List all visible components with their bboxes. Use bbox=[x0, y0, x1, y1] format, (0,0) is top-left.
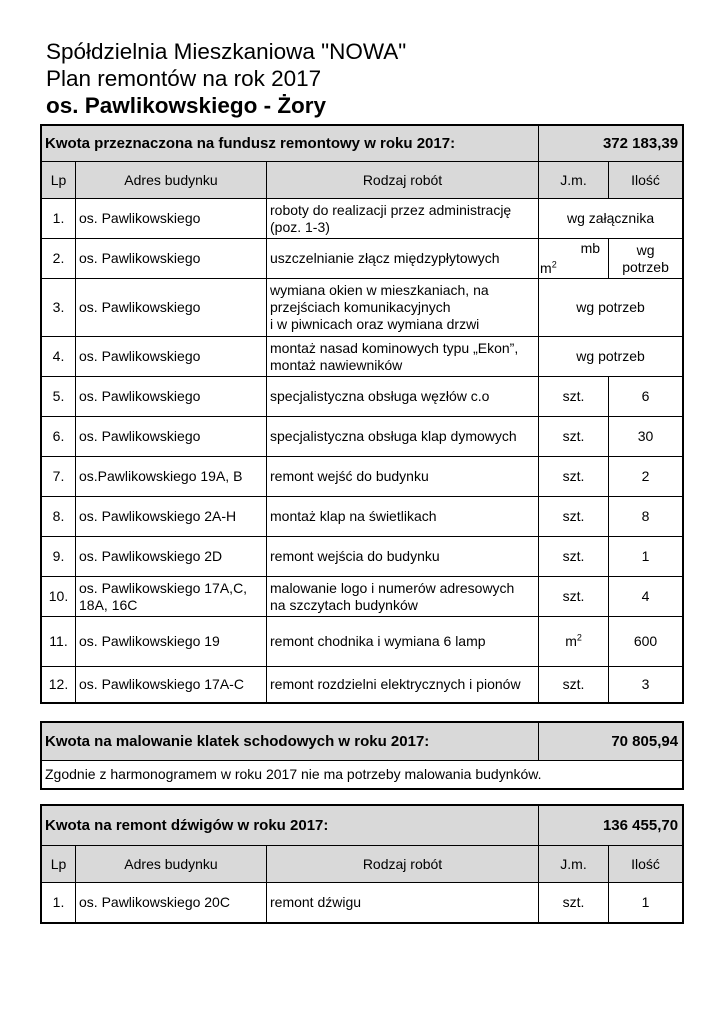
col-address: Adres budynku bbox=[76, 846, 267, 883]
table-row bbox=[42, 417, 683, 457]
row-lp: 2. bbox=[42, 239, 76, 279]
work-line: roboty do realizacji przez administrację bbox=[270, 201, 512, 218]
row-work bbox=[267, 577, 539, 617]
elevators-amount: 136 455,70 bbox=[539, 806, 683, 846]
row-qty: 8 bbox=[609, 497, 683, 537]
unit-top: mb bbox=[580, 240, 601, 256]
row-unit: szt. bbox=[539, 883, 609, 923]
qty-line: potrzeb bbox=[622, 258, 669, 275]
table-row bbox=[42, 577, 683, 617]
col-lp: Lp bbox=[42, 162, 76, 199]
row-unit: szt. bbox=[539, 497, 609, 537]
row-qty: 3 bbox=[609, 667, 683, 703]
work-line: przejściach komunikacyjnych bbox=[270, 299, 451, 315]
col-unit: J.m. bbox=[539, 846, 609, 883]
row-work: remont chodnika i wymiana 6 lamp bbox=[267, 617, 539, 667]
row-unit: szt. bbox=[539, 537, 609, 577]
row-address: os. Pawlikowskiego 19 bbox=[76, 617, 267, 667]
row-work: remont rozdzielni elektrycznych i pionów bbox=[267, 667, 539, 703]
qty-line: wg bbox=[636, 241, 655, 258]
elevators-amount-row bbox=[42, 806, 683, 846]
row-qty: 1 bbox=[609, 883, 683, 923]
fund-column-headers bbox=[42, 162, 683, 199]
row-address: os. Pawlikowskiego bbox=[76, 279, 267, 337]
col-qty: Ilość bbox=[609, 846, 683, 883]
row-address: os. Pawlikowskiego 20C bbox=[76, 883, 267, 923]
cooperative-name: Spółdzielnia Mieszkaniowa "NOWA" bbox=[46, 39, 407, 64]
row-qty: 600 bbox=[609, 617, 683, 667]
unit-exp: 2 bbox=[576, 632, 582, 643]
row-unit: szt. bbox=[539, 457, 609, 497]
work-line: na szczytach budynków bbox=[270, 596, 418, 613]
elevators-column-headers bbox=[42, 846, 683, 883]
document-title bbox=[46, 38, 406, 119]
work-line: malowanie logo i numerów adresowych bbox=[270, 579, 515, 596]
row-work: specjalistyczna obsługa klap dymowych bbox=[267, 417, 539, 457]
work-line: i w piwnicach oraz wymiana drzwi bbox=[270, 316, 480, 332]
work-line: (poz. 1-3) bbox=[270, 218, 330, 235]
row-merged-value: wg potrzeb bbox=[539, 337, 683, 377]
row-qty: 4 bbox=[609, 577, 683, 617]
table-row bbox=[42, 239, 683, 279]
table-row bbox=[42, 497, 683, 537]
row-unit bbox=[539, 617, 609, 667]
row-merged-value: wg załącznika bbox=[539, 199, 683, 239]
row-lp: 1. bbox=[42, 199, 76, 239]
row-work bbox=[267, 337, 539, 377]
row-unit: szt. bbox=[539, 667, 609, 703]
table-row bbox=[42, 617, 683, 667]
table-row bbox=[42, 457, 683, 497]
row-address: os. Pawlikowskiego 2D bbox=[76, 537, 267, 577]
table-row bbox=[42, 667, 683, 703]
col-work: Rodzaj robót bbox=[267, 846, 539, 883]
work-line: montaż nawiewników bbox=[270, 356, 403, 373]
painting-label: Kwota na malowanie klatek schodowych w roku 2017: bbox=[42, 723, 539, 761]
row-work: remont wejść do budynku bbox=[267, 457, 539, 497]
row-unit: szt. bbox=[539, 417, 609, 457]
plan-title: Plan remontów na rok 2017 bbox=[46, 66, 322, 91]
row-address: os. Pawlikowskiego 2A-H bbox=[76, 497, 267, 537]
row-unit: szt. bbox=[539, 377, 609, 417]
painting-amount-row bbox=[42, 723, 683, 761]
row-lp: 9. bbox=[42, 537, 76, 577]
table-row bbox=[42, 883, 683, 923]
row-address: os. Pawlikowskiego bbox=[76, 417, 267, 457]
row-work: montaż klap na świetlikach bbox=[267, 497, 539, 537]
row-work: specjalistyczna obsługa węzłów c.o bbox=[267, 377, 539, 417]
table-row bbox=[42, 537, 683, 577]
estate-name: os. Pawlikowskiego - Żory bbox=[46, 93, 327, 118]
row-qty bbox=[609, 239, 683, 279]
row-lp: 10. bbox=[42, 577, 76, 617]
row-work bbox=[267, 279, 539, 337]
row-address: os. Pawlikowskiego bbox=[76, 337, 267, 377]
unit-bottom-exp: 2 bbox=[551, 259, 557, 270]
row-address bbox=[76, 577, 267, 617]
row-lp: 6. bbox=[42, 417, 76, 457]
row-address: os. Pawlikowskiego 17A-C bbox=[76, 667, 267, 703]
row-lp: 1. bbox=[42, 883, 76, 923]
row-unit: szt. bbox=[539, 577, 609, 617]
table-row bbox=[42, 377, 683, 417]
col-unit: J.m. bbox=[539, 162, 609, 199]
row-address: os.Pawlikowskiego 19A, B bbox=[76, 457, 267, 497]
row-merged-value: wg potrzeb bbox=[539, 279, 683, 337]
table-row bbox=[42, 279, 683, 337]
row-qty: 30 bbox=[609, 417, 683, 457]
table-row bbox=[42, 199, 683, 239]
row-work: remont wejścia do budynku bbox=[267, 537, 539, 577]
row-work: uszczelnianie złącz międzypłytowych bbox=[267, 239, 539, 279]
row-lp: 5. bbox=[42, 377, 76, 417]
elevators-label: Kwota na remont dźwigów w roku 2017: bbox=[42, 806, 539, 846]
row-address: os. Pawlikowskiego bbox=[76, 239, 267, 279]
col-work: Rodzaj robót bbox=[267, 162, 539, 199]
col-lp: Lp bbox=[42, 846, 76, 883]
col-qty: Ilość bbox=[609, 162, 683, 199]
row-lp: 8. bbox=[42, 497, 76, 537]
row-lp: 11. bbox=[42, 617, 76, 667]
address-line: os. Pawlikowskiego 17A,C, bbox=[79, 579, 248, 596]
unit-base: m bbox=[565, 633, 577, 649]
row-lp: 12. bbox=[42, 667, 76, 703]
row-address: os. Pawlikowskiego bbox=[76, 377, 267, 417]
row-address: os. Pawlikowskiego bbox=[76, 199, 267, 239]
row-work bbox=[267, 199, 539, 239]
row-qty: 1 bbox=[609, 537, 683, 577]
row-lp: 3. bbox=[42, 279, 76, 337]
unit-bottom-base: m bbox=[540, 260, 552, 276]
row-lp: 7. bbox=[42, 457, 76, 497]
row-work: remont dźwigu bbox=[267, 883, 539, 923]
elevators-table bbox=[41, 805, 683, 923]
col-address: Adres budynku bbox=[76, 162, 267, 199]
row-qty: 2 bbox=[609, 457, 683, 497]
work-line: montaż nasad kominowych typu „Ekon”, bbox=[270, 339, 519, 356]
work-line: wymiana okien w mieszkaniach, na bbox=[270, 282, 489, 298]
unit-bottom bbox=[540, 260, 557, 277]
painting-amount: 70 805,94 bbox=[539, 723, 683, 761]
painting-table bbox=[41, 722, 683, 789]
row-qty: 6 bbox=[609, 377, 683, 417]
row-lp: 4. bbox=[42, 337, 76, 377]
fund-amount-row bbox=[42, 126, 683, 162]
painting-note: Zgodnie z harmonogramem w roku 2017 nie ma potrzeby malowania budynków. bbox=[42, 761, 683, 789]
fund-amount: 372 183,39 bbox=[539, 126, 683, 162]
row-unit bbox=[539, 239, 609, 279]
painting-note-row bbox=[42, 761, 683, 789]
fund-table bbox=[41, 125, 683, 703]
fund-label: Kwota przeznaczona na fundusz remontowy w roku 2017: bbox=[42, 126, 539, 162]
table-row bbox=[42, 337, 683, 377]
address-line: 18A, 16C bbox=[79, 596, 138, 613]
